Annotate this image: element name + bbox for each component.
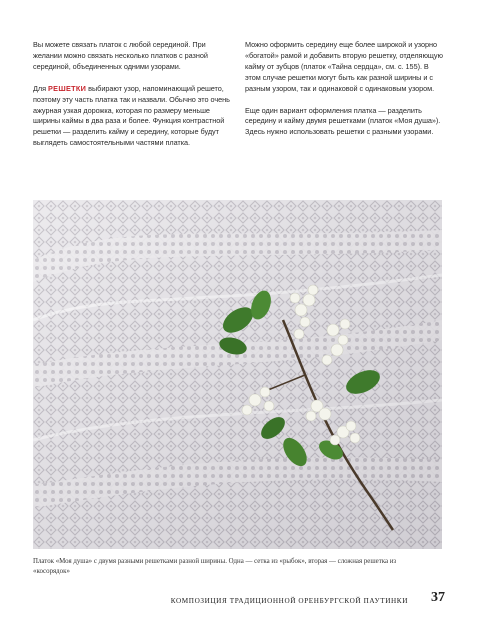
paragraph: Вы можете связать платок с любой серединой. При желании можно связать несколько платков с разной серединой, объединенных одними узорами. [33, 40, 208, 71]
shawl-photo [33, 200, 442, 549]
page-number: 37 [431, 590, 445, 605]
highlight-term: РЕШЕТКИ [47, 83, 87, 93]
paragraph-text: выбирают узор, напоминающий решето, поэтому эту часть платка так и назвали. Обычно это очень ажурная узкая дорожка, которая по размеру меньше ширины каймы в два раза и более. Функция контрастной решетки — разделить кайму и середину, которые будут выглядеть самостоятельными частями платка. [33, 83, 230, 148]
right-text-column [245, 40, 443, 149]
left-text-column [33, 40, 233, 160]
paragraph: Еще один вариант оформления платка — разделить середину и кайму двумя решетками (платок «Моя душа»). Здесь нужно использовать решетки с разными узорами. [245, 105, 441, 137]
paragraph-prefix: Для [33, 83, 48, 93]
running-footer: КОМПОЗИЦИЯ ТРАДИЦИОННОЙ ОРЕНБУРГСКОЙ ПАУТИНКИ [170, 597, 408, 605]
photo-caption: Платок «Моя душа» с двумя разными решетками разной ширины. Одна — сетка из «рыбок», вторая — сложная решетка из «косорядок» [33, 558, 397, 575]
paragraph: Можно оформить середину еще более широкой и узорно «богатой» рамой и добавить вторую решетку, отделяющую кайму от зубцов (платок «Тайна сердца», см. с. 155). В этом случае решетки могут быть как разной ширины и с разным узором, так и одинаковой с одинаковым узором. [245, 40, 443, 93]
paragraph [33, 84, 233, 149]
lace-shawl-image [33, 200, 442, 549]
